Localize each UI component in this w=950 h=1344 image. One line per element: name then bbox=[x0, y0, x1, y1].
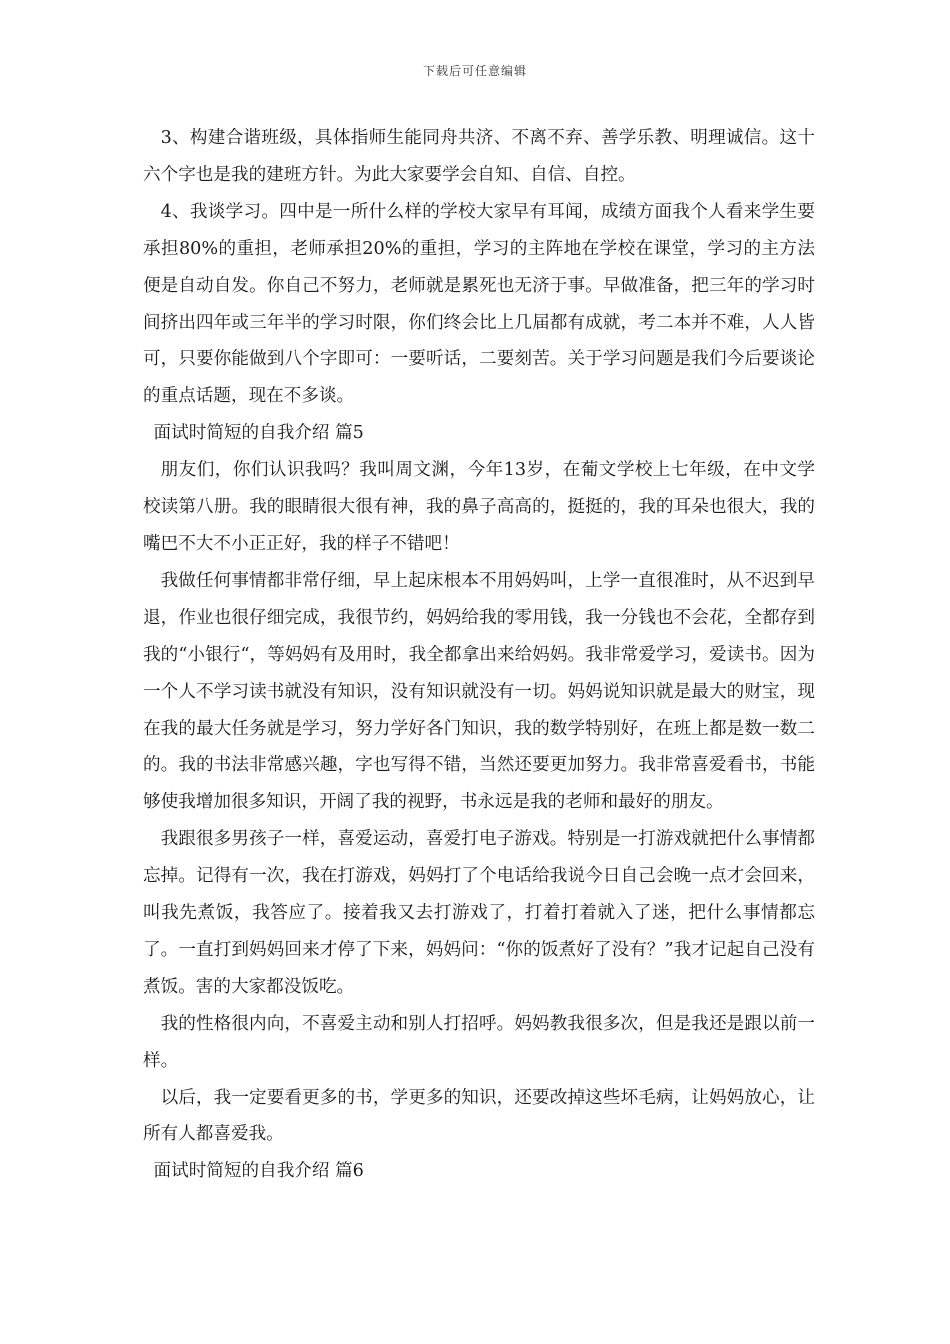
paragraph-games: 我跟很多男孩子一样，喜爱运动，喜爱打电子游戏。特别是一打游戏就把什么事情都忘掉。记得有一次，我在打游戏，妈妈打了个电话给我说今日自己会晚一点才会回来，叫我先煮饭，我答应了。接着我又去打游戏了，打着打着就入了迷，把什么事情都忘了。一直打到妈妈回来才停了下来，妈妈问：“你的饭煮好了没有？”我才记起自己没有煮饭。害的大家都没饭吃。 bbox=[143, 829, 815, 997]
paragraph-intro: 朋友们，你们认识我吗？我叫周文渊，今年13岁，在葡文学校上七年级，在中文学校读第八册。我的眼睛很大很有神，我的鼻子高高的，挺挺的，我的耳朵也很大，我的嘴巴不大不小正正好，我的样子不错吧！ bbox=[143, 460, 815, 554]
paragraph-future: 以后，我一定要看更多的书，学更多的知识，还要改掉这些坏毛病，让妈妈放心，让所有人都喜爱我。 bbox=[143, 1087, 815, 1145]
paragraph-study: 4、我谈学习。四中是一所什么样的学校大家早有耳闻，成绩方面我个人看来学生要承担80%的重担，老师承担20%的重担，学习的主阵地在学校在课堂，学习的主方法便是自动自发。你自己不努力，老师就是累死也无济于事。早做准备，把三年的学习时间挤出四年或三年半的学习时限，你们终会比上几届都有成就，考二本并不难，人人皆可，只要你能做到八个字即可：一要听话，二要刻苦。关于学习问题是我们今后要谈论的重点话题，现在不多谈。 bbox=[143, 201, 815, 407]
paragraph-build-class: 3、构建合谐班级，具体指师生能同舟共济、不离不弃、善学乐教、明理诚信。这十六个字也是我的建班方针。为此大家要学会自知、自信、自控。 bbox=[143, 128, 815, 185]
section-heading-6: 面试时简短的自我介绍 篇6 bbox=[153, 1161, 364, 1182]
paragraph-personality: 我的性格很内向，不喜爱主动和别人打招呼。妈妈教我很多次，但是我还是跟以前一样。 bbox=[143, 1013, 815, 1071]
paragraph-habits: 我做任何事情都非常仔细，早上起床根本不用妈妈叫，上学一直很准时，从不迟到早退，作业也很仔细完成，我很节约，妈妈给我的零用钱，我一分钱也不会花，全都存到我的“小银行“，等妈妈有及用时，我全都拿出来给妈妈。我非常爱学习，爱读书。因为一个人不学习读书就没有知识，没有知识就没有一切。妈妈说知识就是最大的财宝，现在我的最大任务就是学习，努力学好各门知识，我的数学特别好，在班上都是数一数二的。我的书法非常感兴趣，字也写得不错，当然还要更加努力。我非常喜爱看书，书能够使我增加很多知识，开阔了我的视野，书永远是我的老师和最好的朋友。 bbox=[143, 570, 815, 813]
page-header: 下载后可任意编辑 bbox=[422, 64, 527, 78]
document-body bbox=[143, 120, 815, 1190]
section-heading-5: 面试时简短的自我介绍 篇5 bbox=[153, 423, 364, 444]
